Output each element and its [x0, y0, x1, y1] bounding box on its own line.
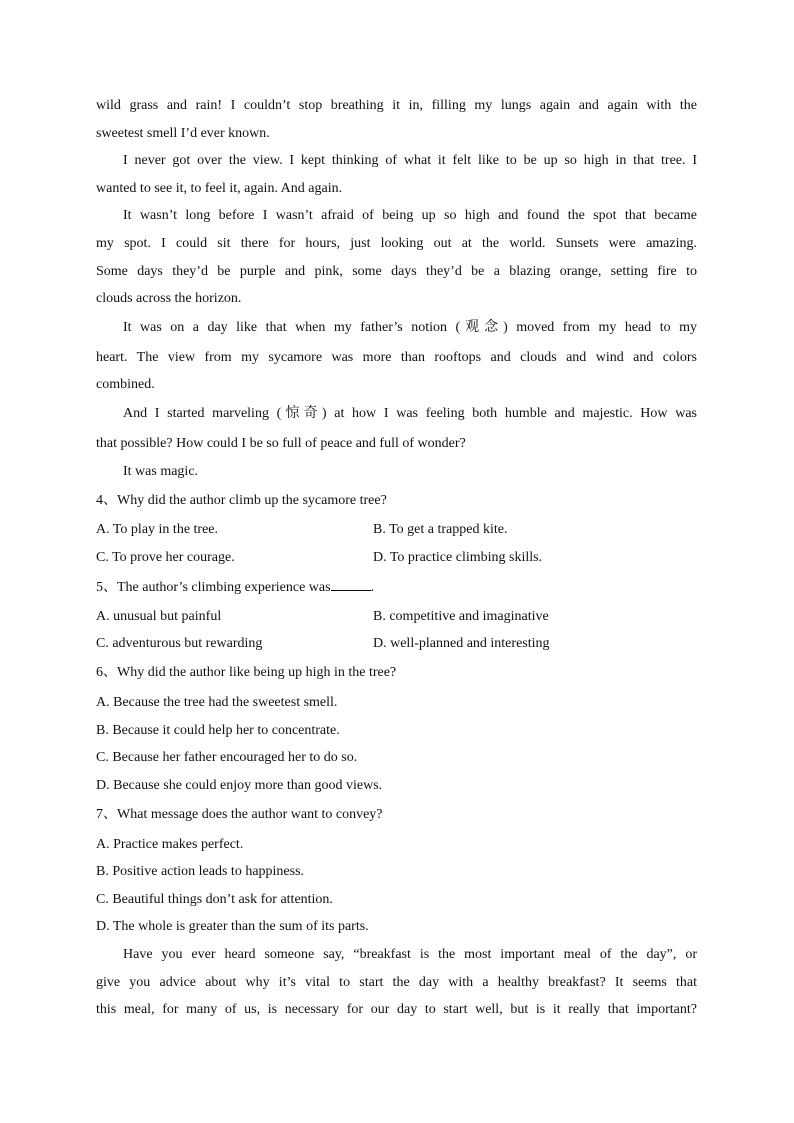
passage-line: wild grass and rain! I couldn’t stop breathing it in, filling my lungs again and again with the — [96, 98, 697, 113]
passage-line: It wasn’t long before I wasn’t afraid of being up so high and found the spot that became — [123, 208, 697, 223]
question-stem-text: 5、The author’s climbing experience was — [96, 580, 331, 595]
passage-line: my spot. I could sit there for hours, just looking out at the world. Sunsets were amazing. — [96, 236, 697, 251]
question-stem — [96, 578, 374, 597]
passage-line: Some days they’d be purple and pink, some days they’d be a blazing orange, setting fire to — [96, 264, 697, 279]
option-b: B. Because it could help her to concentrate. — [96, 723, 340, 738]
passage-line: heart. The view from my sycamore was more than rooftops and clouds and wind and colors — [96, 350, 697, 365]
passage-line: clouds across the horizon. — [96, 291, 242, 306]
passage-line: that possible? How could I be so full of peace and full of wonder? — [96, 436, 466, 451]
option-a: A. Because the tree had the sweetest smell. — [96, 695, 338, 710]
option-b: B. Positive action leads to happiness. — [96, 864, 305, 879]
passage-line: combined. — [96, 377, 155, 392]
answer-blank — [331, 578, 371, 591]
passage-line: wanted to see it, to feel it, again. And again. — [96, 181, 343, 196]
passage-line: It was magic. — [123, 464, 199, 479]
option-b: B. competitive and imaginative — [373, 609, 549, 624]
option-c: C. Beautiful things don’t ask for attention. — [96, 892, 333, 907]
option-d: D. well-planned and interesting — [373, 636, 550, 651]
option-d: D. The whole is greater than the sum of its parts. — [96, 919, 369, 934]
question-stem: 4、Why did the author climb up the sycamore tree? — [96, 493, 387, 508]
passage-line: And I started marveling (惊奇) at how I was feeling both humble and majestic. How was — [123, 406, 697, 421]
option-a: A. Practice makes perfect. — [96, 837, 244, 852]
option-a: A. unusual but painful — [96, 609, 222, 624]
question-stem: 7、What message does the author want to convey? — [96, 807, 383, 822]
option-d: D. Because she could enjoy more than good views. — [96, 778, 383, 793]
option-c: C. Because her father encouraged her to do so. — [96, 750, 358, 765]
option-c: C. adventurous but rewarding — [96, 636, 263, 651]
passage-line: sweetest smell I’d ever known. — [96, 126, 270, 141]
passage-line: give you advice about why it’s vital to start the day with a healthy breakfast? It seems that — [96, 975, 697, 990]
passage-line: I never got over the view. I kept thinking of what it felt like to be up so high in that tree. I — [123, 153, 697, 168]
option-a: A. To play in the tree. — [96, 522, 219, 537]
question-stem-end: . — [370, 580, 375, 595]
passage-line: It was on a day like that when my father’s notion (观念) moved from my head to my — [123, 320, 697, 335]
option-d: D. To practice climbing skills. — [373, 550, 543, 565]
passage-line: Have you ever heard someone say, “breakfast is the most important meal of the day”, or — [123, 947, 697, 962]
question-stem: 6、Why did the author like being up high in the tree? — [96, 665, 397, 680]
option-c: C. To prove her courage. — [96, 550, 235, 565]
passage-line: this meal, for many of us, is necessary for our day to start well, but is it really that important? — [96, 1002, 697, 1017]
option-b: B. To get a trapped kite. — [373, 522, 508, 537]
